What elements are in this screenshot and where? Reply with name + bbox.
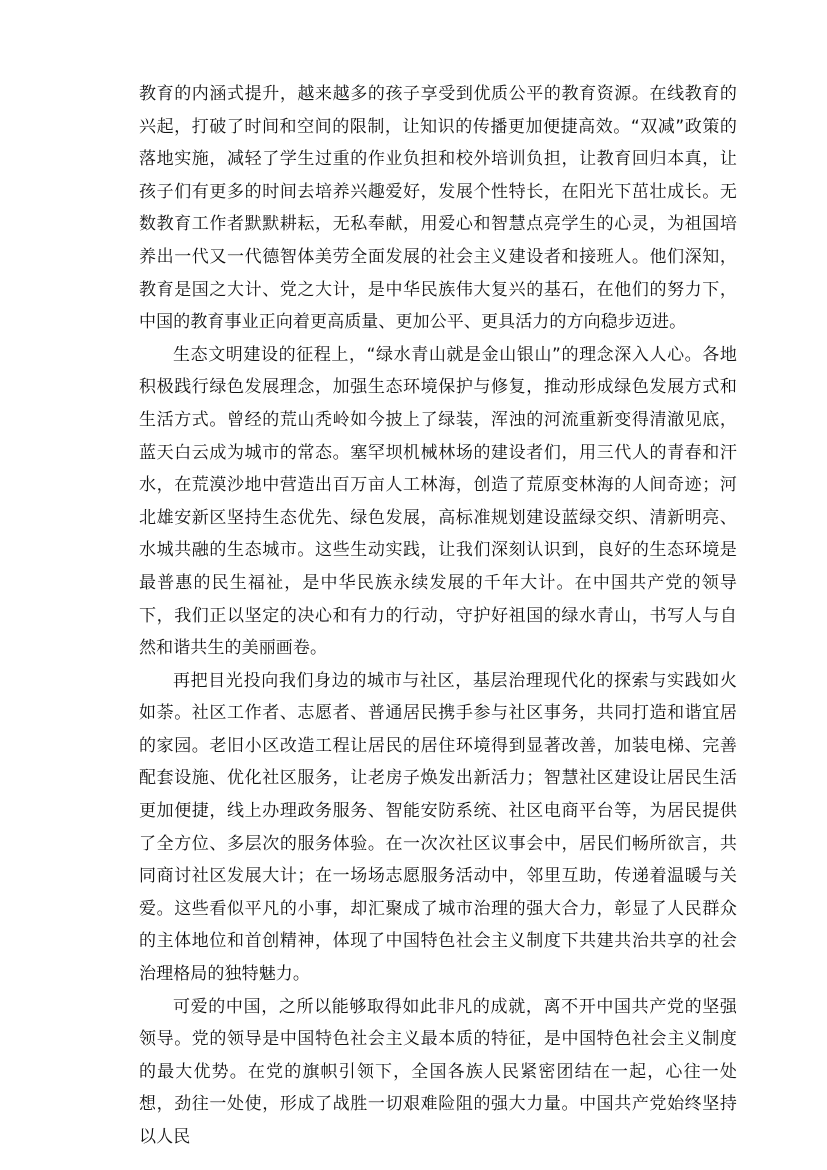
document-page <box>139 78 737 1154</box>
paragraph-education: 教育的内涵式提升，越来越多的孩子享受到优质公平的教育资源。在线教育的兴起，打破了时间和空间的限制，让知识的传播更加便捷高效。“双减”政策的落地实施，减轻了学生过重的作业负担和校外培训负担，让教育回归本真，让孩子们有更多的时间去培养兴趣爱好，发展个性特长，在阳光下茁壮成长。无数教育工作者默默耕耘，无私奉献，用爱心和智慧点亮学生的心灵，为祖国培养出一代又一代德智体美劳全面发展的社会主义建设者和接班人。他们深知，教育是国之大计、党之大计，是中华民族伟大复兴的基石，在他们的努力下，中国的教育事业正向着更高质量、更加公平、更具活力的方向稳步迈进。 <box>139 84 737 333</box>
paragraph-party-leadership: 可爱的中国，之所以能够取得如此非凡的成就，离不开中国共产党的坚强领导。党的领导是中国特色社会主义最本质的特征，是中国特色社会主义制度的最大优势。在党的旗帜引领下，全国各族人民紧密团结在一起，心往一处想，劲往一处使，形成了战胜一切艰难险阻的强大力量。中国共产党始终坚持以人民 <box>139 996 737 1147</box>
paragraph-ecology: 生态文明建设的征程上，“绿水青山就是金山银山”的理念深入人心。各地积极践行绿色发展理念，加强生态环境保护与修复，推动形成绿色发展方式和生活方式。曾经的荒山秃岭如今披上了绿装，浑浊的河流重新变得清澈见底，蓝天白云成为城市的常态。塞罕坝机械林场的建设者们，用三代人的青春和汗水，在荒漠沙地中营造出百万亩人工林海，创造了荒原变林海的人间奇迹；河北雄安新区坚持生态优先、绿色发展，高标准规划建设蓝绿交织、清新明亮、水城共融的生态城市。这些生动实践，让我们深刻认识到，良好的生态环境是最普惠的民生福祉，是中华民族永续发展的千年大计。在中国共产党的领导下，我们正以坚定的决心和有力的行动，守护好祖国的绿水青山，书写人与自然和谐共生的美丽画卷。 <box>139 344 737 659</box>
paragraph-community: 再把目光投向我们身边的城市与社区，基层治理现代化的探索与实践如火如荼。社区工作者、志愿者、普通居民携手参与社区事务，共同打造和谐宜居的家园。老旧小区改造工程让居民的居住环境得到显著改善，加装电梯、完善配套设施、优化社区服务，让老房子焕发出新活力；智慧社区建设让居民生活更加便捷，线上办理政务服务、智能安防系统、社区电商平台等，为居民提供了全方位、多层次的服务体验。在一次次社区议事会中，居民们畅所欲言，共同商讨社区发展大计；在一场场志愿服务活动中，邻里互助，传递着温暖与关爱。这些看似平凡的小事，却汇聚成了城市治理的强大合力，彰显了人民群众的主体地位和首创精神，体现了中国特色社会主义制度下共建共治共享的社会治理格局的独特魅力。 <box>139 670 737 985</box>
